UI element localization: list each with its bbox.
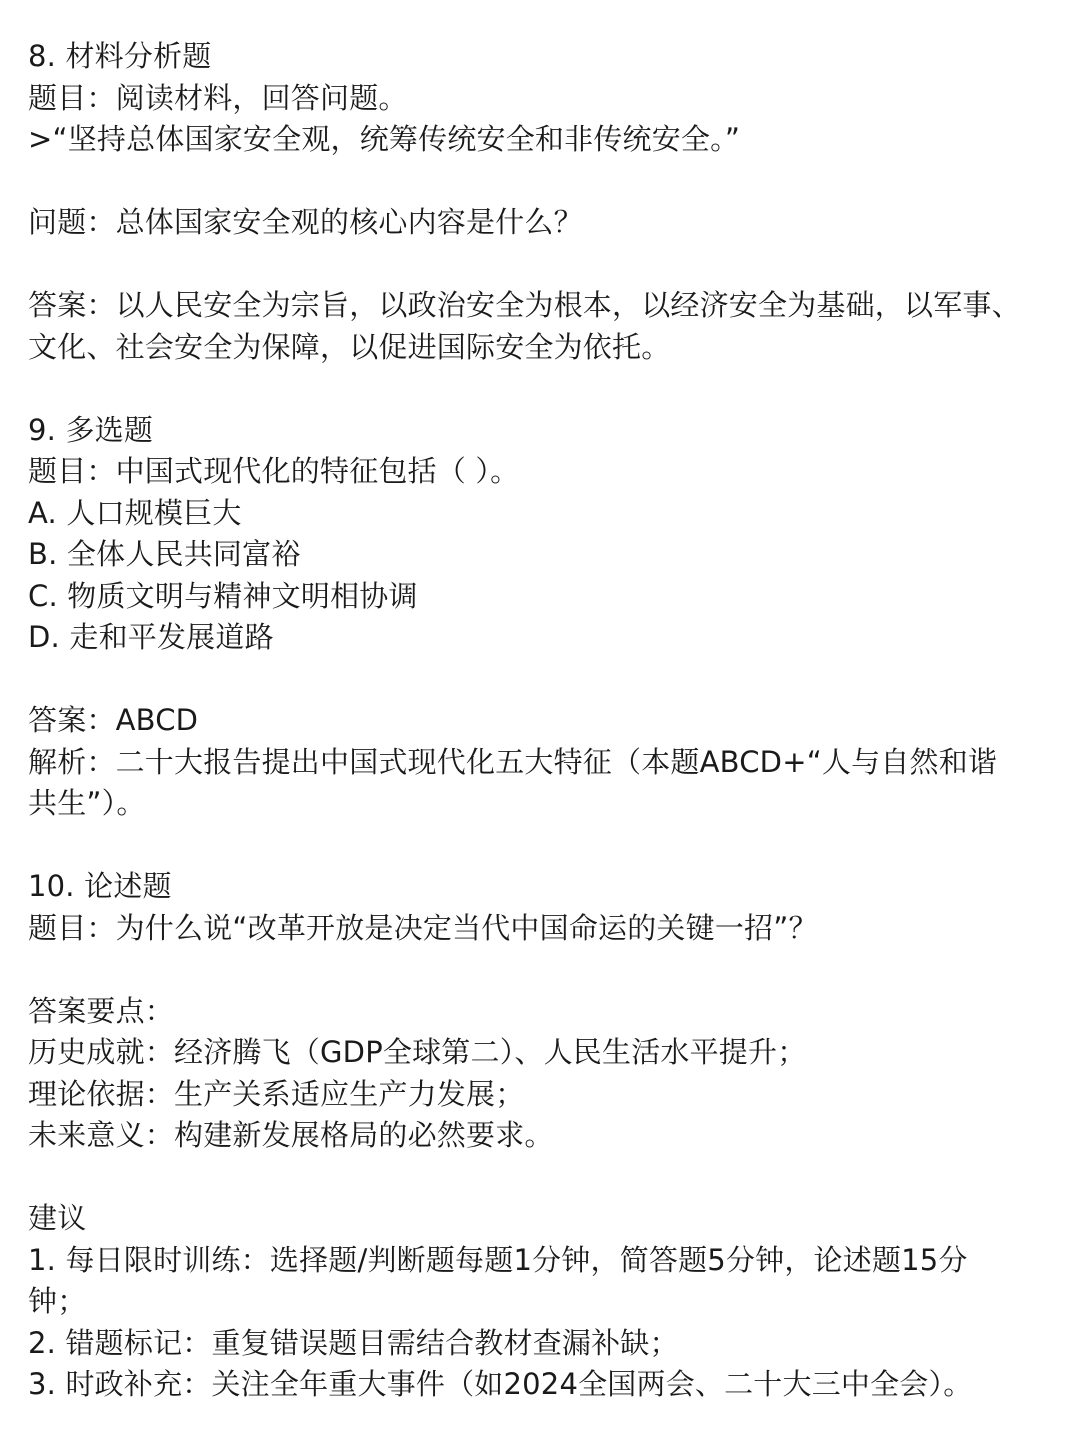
q8-answer-line2: 文化、社会安全为保障，以促进国际安全为依托。 [28, 329, 671, 364]
spacer [28, 244, 1058, 286]
q9-prompt: 题目：中国式现代化的特征包括（ ）。 [28, 454, 520, 488]
spacer [28, 949, 1058, 991]
q8-title: 8. 材料分析题 [28, 39, 212, 73]
q10-point-theory: 理论依据：生产关系适应生产力发展； [28, 1076, 525, 1111]
q9-option-a: A. 人口规模巨大 [28, 495, 242, 530]
q10-prompt: 题目：为什么说“改革开放是决定当代中国命运的关键一招”？ [28, 910, 818, 945]
q9-option-b: B. 全体人民共同富裕 [28, 537, 301, 571]
advice-item2: 2. 错题标记：重复错误题目需结合教材查漏补缺； [28, 1325, 679, 1360]
q9-analysis-line1: 解析：二十大报告提出中国式现代化五大特征（本题ABCD+“人与自然和谐 [28, 744, 998, 779]
q9-analysis-line2: 共生”）。 [28, 786, 146, 820]
q9-option-c: C. 物质文明与精神文明相协调 [28, 578, 418, 613]
advice-item1-line1: 1. 每日限时训练：选择题/判断题每题1分钟，简答题5分钟，论述题15分 [28, 1242, 968, 1277]
q10-point-future: 未来意义：构建新发展格局的必然要求。 [28, 1118, 554, 1152]
q9-answer: 答案：ABCD [28, 703, 199, 737]
spacer [28, 368, 1058, 410]
spacer [28, 825, 1058, 867]
q8-prompt: 题目：阅读材料，回答问题。 [28, 80, 408, 115]
q8-quote: >“坚持总体国家安全观，统筹传统安全和非传统安全。” [28, 122, 741, 156]
spacer [28, 1157, 1058, 1199]
advice-item1-line2: 钟； [28, 1284, 87, 1318]
q10-answer-header: 答案要点： [28, 993, 175, 1028]
q9-option-d: D. 走和平发展道路 [28, 620, 274, 654]
q9-title: 9. 多选题 [28, 412, 154, 447]
document-page [28, 36, 1058, 1406]
spacer [28, 659, 1058, 701]
advice-title: 建议 [28, 1201, 87, 1235]
q10-point-history: 历史成就：经济腾飞（GDP全球第二）、人民生活水平提升； [28, 1035, 807, 1069]
q8-answer-line1: 答案：以人民安全为宗旨，以政治安全为根本，以经济安全为基础，以军事、 [28, 288, 1021, 322]
q10-title: 10. 论述题 [28, 869, 172, 903]
spacer [28, 161, 1058, 203]
advice-item3: 3. 时政补充：关注全年重大事件（如2024全国两会、二十大三中全会）。 [28, 1367, 973, 1401]
q8-question: 问题：总体国家安全观的核心内容是什么？ [28, 205, 583, 239]
